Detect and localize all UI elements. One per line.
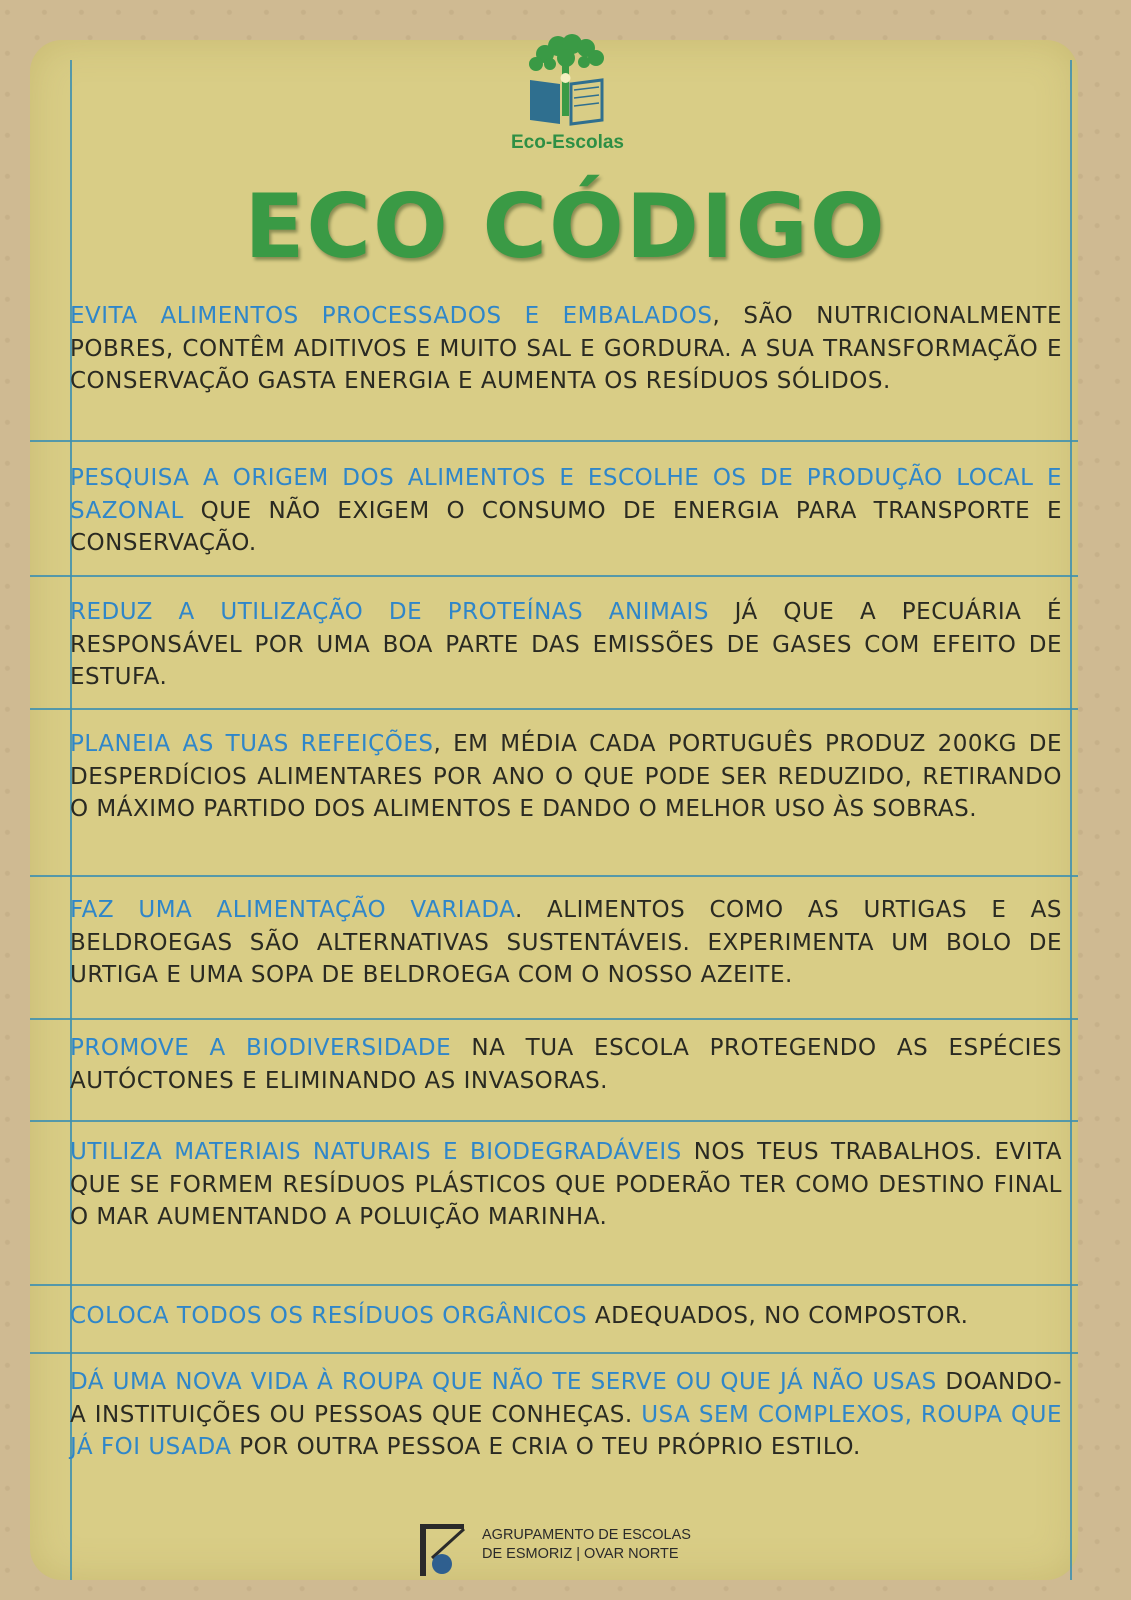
list-item — [70, 728, 1062, 826]
divider — [30, 1120, 1078, 1122]
item-highlight: PESQUISA A ORIGEM DOS ALIMENTOS E ESCOLHE OS DE PRODUÇÃO LOCAL E SAZONAL — [70, 465, 1062, 524]
item-text: , SÃO NUTRICIONALMENTE POBRES, CONTÊM ADITIVOS E MUITO SAL E GORDURA. A SUA TRANSFORMAÇÃO E CONSERVAÇÃO GASTA ENERGIA E AUMENTA OS RESÍDUOS SÓLIDOS. — [70, 303, 1063, 394]
list-item — [70, 462, 1062, 560]
footer-line-1: AGRUPAMENTO DE ESCOLAS — [482, 1527, 691, 1543]
item-text: , EM MÉDIA CADA PORTUGUÊS PRODUZ 200KG DE DESPERDÍCIOS ALIMENTARES POR ANO O QUE PODE SER REDUZIDO, RETIRANDO O MÁXIMO PARTIDO DOS ALIMENTOS E DANDO O MELHOR USO ÀS SOBRAS. — [70, 731, 1062, 822]
divider — [30, 575, 1078, 577]
item-text: . ALIMENTOS COMO AS URTIGAS E AS BELDROEGAS SÃO ALTERNATIVAS SUSTENTÁVEIS. EXPERIMENTA UM BOLO DE URTIGA E UMA SOPA DE BELDROEGA COM O NOSSO AZEITE. — [70, 897, 1062, 988]
item-text: NA TUA ESCOLA PROTEGENDO AS ESPÉCIES AUTÓCTONES E ELIMINANDO AS INVASORAS. — [70, 1035, 1062, 1094]
school-footer — [412, 1520, 732, 1580]
divider — [30, 1352, 1078, 1354]
item-text: NOS TEUS TRABALHOS. EVITA QUE SE FORMEM RESÍDUOS PLÁSTICOS QUE PODERÃO TER COMO DESTINO FINAL O MAR AUMENTANDO A POLUIÇÃO MARINHA. — [70, 1139, 1062, 1230]
list-item — [70, 300, 1062, 398]
footer-line-2: DE ESMORIZ | OVAR NORTE — [482, 1546, 679, 1562]
list-item — [70, 1136, 1062, 1234]
school-logo-icon — [412, 1520, 472, 1580]
list-item — [70, 894, 1062, 992]
list-item — [70, 1366, 1062, 1464]
item-highlight: EVITA ALIMENTOS PROCESSADOS E EMBALADOS — [70, 303, 713, 329]
list-item — [70, 1300, 1062, 1333]
item-text: JÁ QUE A PECUÁRIA É RESPONSÁVEL POR UMA BOA PARTE DAS EMISSÕES DE GASES COM EFEITO DE ESTUFA. — [70, 599, 1063, 690]
list-item — [70, 596, 1062, 694]
item-text: DOANDO-A INSTITUIÇÕES OU PESSOAS QUE CONHEÇAS. — [70, 1369, 1063, 1428]
list-item — [70, 1032, 1062, 1097]
item-highlight: FAZ UMA ALIMENTAÇÃO VARIADA — [70, 897, 515, 923]
item-highlight: UTILIZA MATERIAIS NATURAIS E BIODEGRADÁVEIS — [70, 1139, 682, 1165]
eco-escolas-logo — [500, 32, 635, 162]
divider — [30, 708, 1078, 710]
divider — [30, 875, 1078, 877]
item-highlight: PROMOVE A BIODIVERSIDADE — [70, 1035, 452, 1061]
item-text: QUE NÃO EXIGEM O CONSUMO DE ENERGIA PARA TRANSPORTE E CONSERVAÇÃO. — [70, 497, 1062, 556]
item-highlight: REDUZ A UTILIZAÇÃO DE PROTEÍNAS ANIMAIS — [70, 599, 709, 625]
divider — [30, 440, 1078, 442]
divider — [30, 1018, 1078, 1020]
page-title: ECO CÓDIGO — [244, 175, 887, 278]
item-highlight: DÁ UMA NOVA VIDA À ROUPA QUE NÃO TE SERVE OU QUE JÁ NÃO USAS — [70, 1369, 937, 1395]
divider — [30, 1284, 1078, 1286]
item-text-2: POR OUTRA PESSOA E CRIA O TEU PRÓPRIO ESTILO. — [231, 1434, 861, 1460]
tree-book-icon — [500, 32, 635, 132]
item-text: ADEQUADOS, NO COMPOSTOR. — [587, 1303, 969, 1329]
item-highlight-2: USA SEM COMPLEXOS, ROUPA QUE JÁ FOI USADA — [70, 1401, 1062, 1460]
item-highlight: PLANEIA AS TUAS REFEIÇÕES — [70, 731, 434, 757]
logo-text: Eco-Escolas — [511, 132, 624, 153]
item-highlight: COLOCA TODOS OS RESÍDUOS ORGÂNICOS — [70, 1303, 588, 1329]
